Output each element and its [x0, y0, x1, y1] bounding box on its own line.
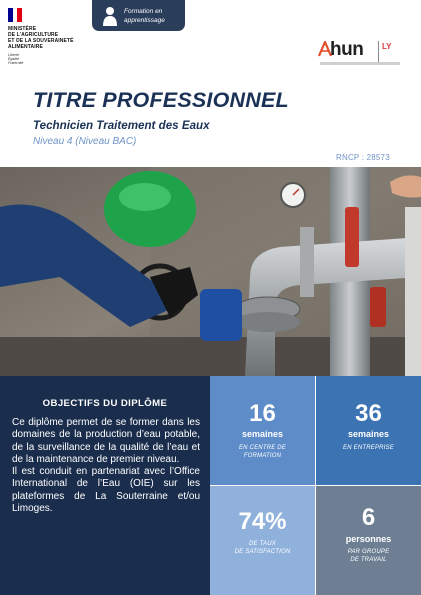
stat-satisfaction [210, 486, 315, 595]
logo-divider [378, 41, 379, 63]
page-subtitle: Technicien Traitement des Eaux [33, 119, 210, 132]
lycee-mark: LY [382, 42, 392, 51]
objectives-paragraph: Il est conduit en partenariat avec l’Office International de l’Eau (OIE) sur les plateformes de La Souterraine et/ou Limoges. [12, 466, 200, 515]
stat-unit: personnes [345, 534, 392, 544]
french-flag-icon [8, 8, 22, 22]
stat-value: 6 [361, 504, 376, 531]
stat-value: 74% [238, 508, 287, 535]
objectives-body [12, 417, 200, 515]
ministry-logo [8, 8, 88, 65]
stat-group-size [316, 486, 421, 595]
ministry-line: DE L'AGRICULTURE [8, 32, 59, 38]
stat-description [316, 548, 421, 564]
page-title: TITRE PROFESSIONNEL [33, 88, 289, 112]
logo-word: hun [330, 39, 364, 60]
stat-description [210, 444, 315, 460]
objectives-paragraph: Ce diplôme permet de se former dans les domaines de la production d’eau potable, de la surveillance de la qualité de l’eau et de la maintenance de premier niveau. [12, 417, 200, 465]
logo-tagline [320, 62, 400, 65]
stat-description [316, 444, 421, 452]
stat-desc-line: DE SATISFACTION [234, 549, 291, 555]
stat-desc-line: EN CENTRE DE [238, 445, 287, 451]
badge-line: Formation en [124, 7, 163, 15]
apprenticeship-label [124, 7, 165, 25]
stat-company-weeks [316, 376, 421, 485]
republic-motto: Liberté Égalité Fraternité [8, 53, 24, 65]
stat-training-weeks [210, 376, 315, 485]
ministry-line: ALIMENTAIRE [8, 44, 43, 50]
rncp-code: RNCP : 28573 [336, 153, 390, 162]
stat-desc-line: PAR GROUPE [347, 549, 390, 555]
stat-desc-line: EN ENTREPRISE [343, 445, 394, 451]
stat-desc-line: DE TRAVAIL [350, 557, 387, 563]
ministry-line: ET DE LA SOUVERAINETÉ [8, 38, 74, 44]
stat-unit: semaines [241, 429, 284, 439]
badge-line: apprentissage [124, 16, 165, 24]
objectives-heading: OBJECTIFS DU DIPLÔME [42, 398, 168, 409]
ministry-line: MINISTÈRE [8, 26, 37, 32]
stat-description [210, 540, 315, 556]
stat-desc-line: FORMATION [243, 453, 282, 459]
stat-desc-line: DE TAUX [249, 541, 276, 547]
ahun-logo [318, 38, 408, 70]
apprenticeship-badge [92, 0, 185, 31]
level-label: Niveau 4 (Niveau BAC) [33, 136, 137, 147]
person-icon [102, 6, 118, 26]
stat-value: 36 [355, 400, 382, 427]
stat-unit: semaines [347, 429, 390, 439]
technician-photo [0, 167, 421, 376]
stat-value: 16 [249, 400, 276, 427]
